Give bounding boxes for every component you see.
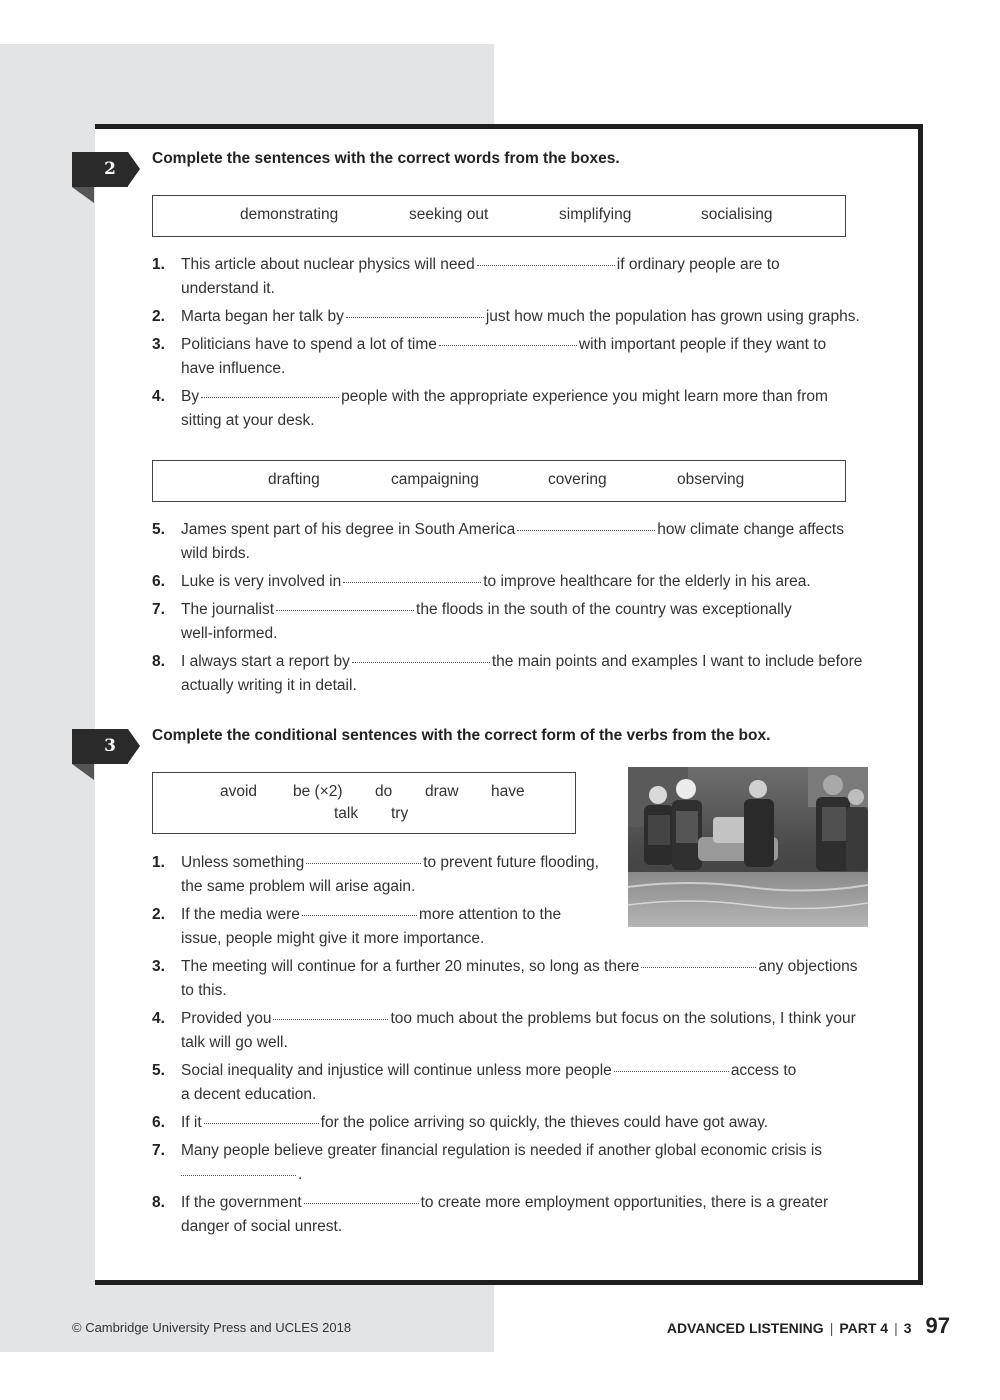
word-option: seeking out <box>409 206 489 223</box>
page-number: 97 <box>925 1313 950 1338</box>
answer-blank[interactable] <box>517 529 655 531</box>
word-option: avoid <box>220 783 258 800</box>
copyright-notice: © Cambridge University Press and UCLES 2018 <box>72 1320 352 1335</box>
answer-blank[interactable] <box>302 914 417 916</box>
part-label: PART 4 <box>839 1320 889 1336</box>
word-option: campaigning <box>391 471 479 488</box>
word-option: talk <box>334 805 359 822</box>
word-option: drafting <box>268 471 320 488</box>
word-option: simplifying <box>559 206 632 223</box>
word-box-2 <box>152 460 846 502</box>
exercise-2-number: 2 <box>104 159 116 179</box>
word-option: draw <box>425 783 459 800</box>
answer-blank[interactable] <box>276 609 414 611</box>
answer-blank[interactable] <box>273 1018 388 1020</box>
exercise-3-instruction: Complete the conditional sentences with the correct form of the verbs from the box. <box>152 727 771 744</box>
answer-blank[interactable] <box>181 1174 296 1176</box>
section-label: ADVANCED LISTENING <box>666 1320 824 1336</box>
exercise-3-badge <box>72 729 140 764</box>
word-option: socialising <box>701 206 773 223</box>
page-footer: ADVANCED LISTENING | PART 4 | 3 97 <box>666 1313 950 1338</box>
answer-blank[interactable] <box>304 1202 419 1204</box>
word-option: try <box>391 805 409 822</box>
answer-blank[interactable] <box>439 344 577 346</box>
exercise-3-number: 3 <box>104 736 116 756</box>
answer-blank[interactable] <box>477 264 615 266</box>
answer-blank[interactable] <box>352 661 490 663</box>
answer-blank[interactable] <box>641 966 756 968</box>
answer-blank[interactable] <box>614 1070 729 1072</box>
answer-blank[interactable] <box>346 316 484 318</box>
word-option: observing <box>677 471 745 488</box>
exercise-2-instruction: Complete the sentences with the correct words from the boxes. <box>152 150 620 167</box>
unit-label: 3 <box>903 1320 912 1336</box>
word-option: do <box>375 783 393 800</box>
exercise-2-badge <box>72 152 140 187</box>
word-option: have <box>491 783 525 800</box>
word-option: demonstrating <box>240 206 339 223</box>
answer-blank[interactable] <box>343 581 481 583</box>
answer-blank[interactable] <box>201 396 339 398</box>
rescue-workers-photo <box>628 767 868 927</box>
word-box-1 <box>152 195 846 237</box>
answer-blank[interactable] <box>306 862 421 864</box>
word-option: covering <box>548 471 607 488</box>
verb-box <box>152 772 576 834</box>
word-option: be (×2) <box>293 783 343 800</box>
answer-blank[interactable] <box>204 1122 319 1124</box>
